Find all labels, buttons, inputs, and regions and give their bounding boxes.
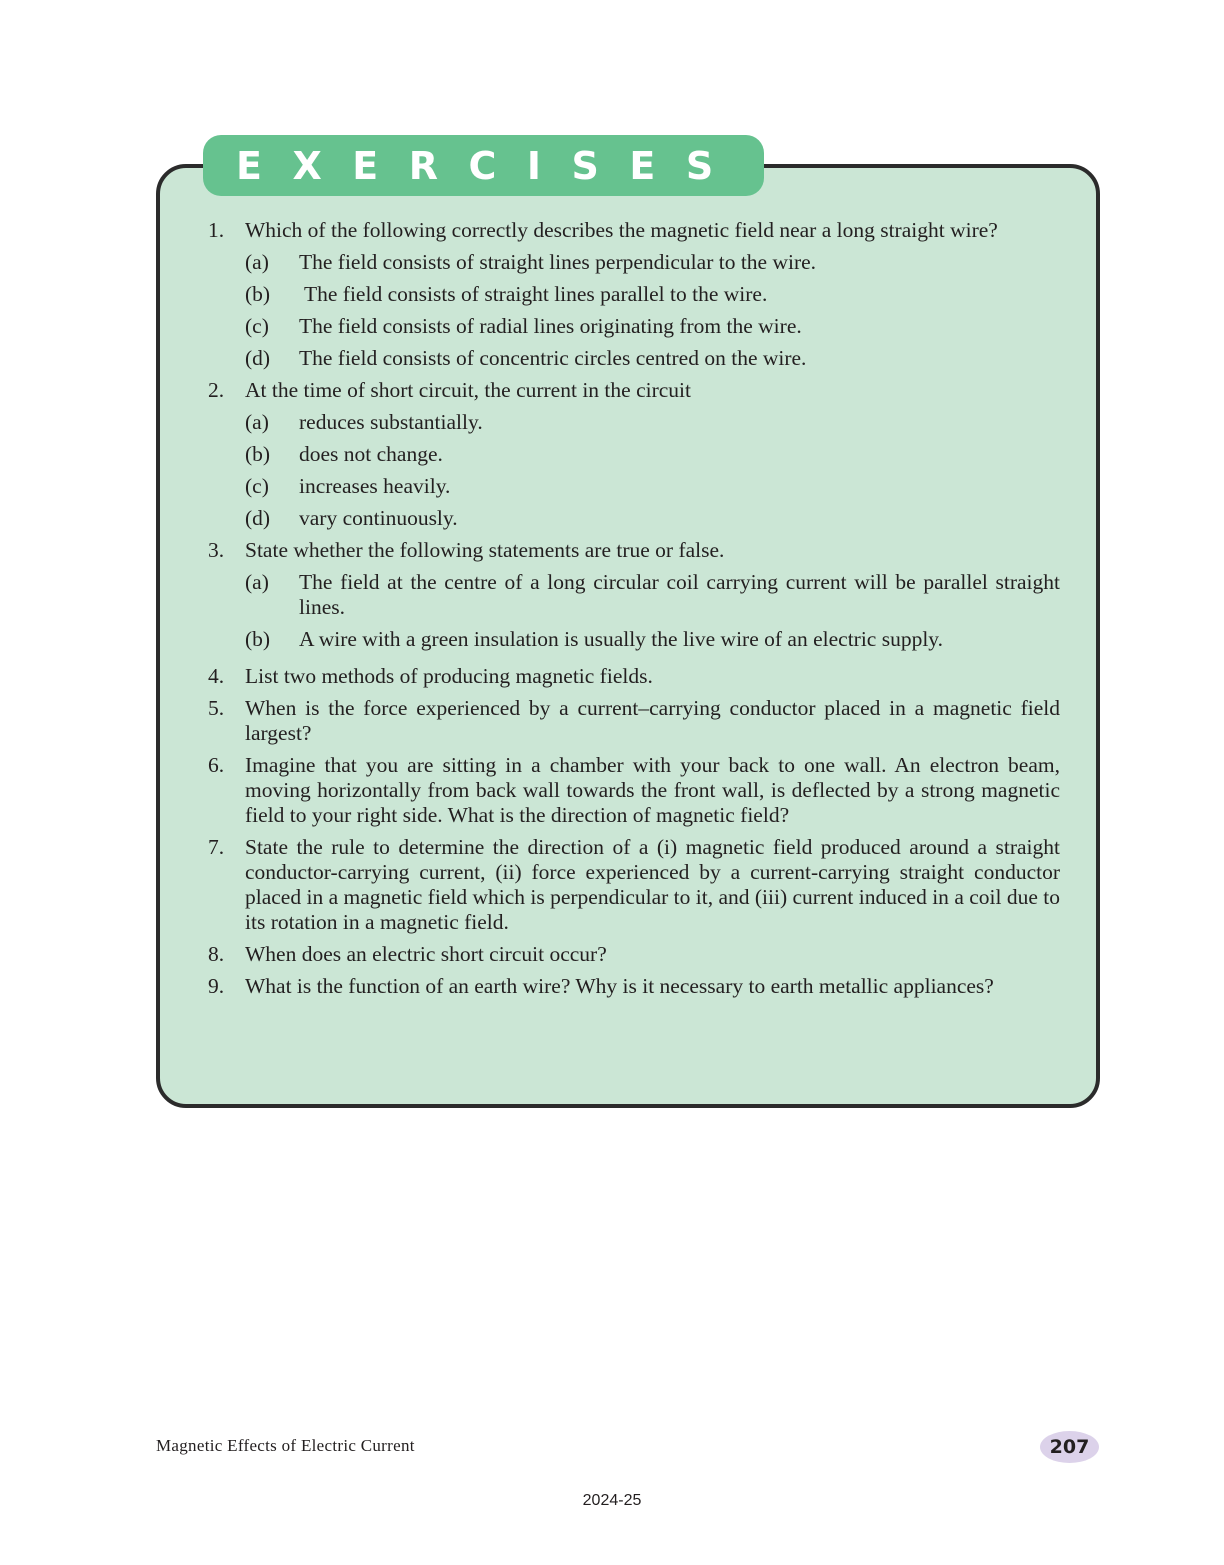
question-9 — [208, 974, 1060, 999]
option-label: (c) — [245, 474, 269, 498]
question-text: State the rule to determine the direction of a (i) magnetic field produced around a straight conductor-carrying current, (ii) force experienced by a current-carrying straight conductor placed in a magnetic field which is perpendicular to it, and (iii) current induced in a coil due to its rotation in a magnetic field. — [245, 835, 1060, 934]
question-number: 1. — [208, 218, 225, 242]
option-c — [245, 314, 1060, 339]
option-label: (c) — [245, 314, 269, 338]
question-7 — [208, 835, 1060, 935]
option-label: (a) — [245, 570, 269, 594]
options — [245, 410, 1060, 531]
question-number: 5. — [208, 696, 225, 720]
option-label: (b) — [245, 627, 271, 651]
option-label: (d) — [245, 506, 271, 530]
option-label: (b) — [245, 282, 271, 306]
question-text: Imagine that you are sitting in a chamber with your back to one wall. An electron beam, moving horizontally from back wall towards the front wall, is deflected by a strong magnetic field to your right side. What is the direction of magnetic field? — [245, 753, 1060, 827]
option-text: The field consists of straight lines parallel to the wire. — [304, 282, 768, 306]
option-a — [245, 410, 1060, 435]
edition-year: 2024-25 — [582, 1492, 642, 1509]
question-text: At the time of short circuit, the current in the circuit — [245, 378, 691, 402]
question-2 — [208, 378, 1060, 531]
option-text: The field consists of straight lines perpendicular to the wire. — [299, 250, 817, 274]
option-text: The field consists of concentric circles centred on the wire. — [299, 346, 807, 370]
options — [245, 570, 1060, 652]
option-d — [245, 346, 1060, 371]
option-label: (d) — [245, 346, 271, 370]
option-label: (a) — [245, 250, 269, 274]
option-a — [245, 250, 1060, 275]
page-number: 207 — [1049, 1436, 1090, 1458]
question-text: What is the function of an earth wire? Why is it necessary to earth metallic appliances? — [245, 974, 994, 998]
question-number: 6. — [208, 753, 225, 777]
question-number: 7. — [208, 835, 225, 859]
option-b — [245, 442, 1060, 467]
question-number: 3. — [208, 538, 225, 562]
question-3 — [208, 538, 1060, 652]
option-d — [245, 506, 1060, 531]
question-4 — [208, 664, 1060, 689]
option-label: (a) — [245, 410, 269, 434]
option-text: vary continuously. — [299, 506, 458, 530]
question-number: 2. — [208, 378, 225, 402]
option-b — [245, 282, 1060, 307]
question-5 — [208, 696, 1060, 746]
option-label: (b) — [245, 442, 271, 466]
chapter-title: Magnetic Effects of Electric Current — [156, 1436, 415, 1455]
option-text: A wire with a green insulation is usually the live wire of an electric supply. — [299, 627, 944, 651]
option-text: does not change. — [299, 442, 443, 466]
question-number: 9. — [208, 974, 225, 998]
option-text: The field at the centre of a long circular coil carrying current will be parallel straight lines. — [299, 570, 1060, 619]
exercise-list — [208, 218, 1060, 1006]
question-text: When does an electric short circuit occur? — [245, 942, 607, 966]
option-text: increases heavily. — [299, 474, 451, 498]
option-text: reduces substantially. — [299, 410, 483, 434]
option-a — [245, 570, 1060, 620]
exercises-title: EXERCISES — [236, 143, 744, 188]
question-text: Which of the following correctly describes the magnetic field near a long straight wire? — [245, 218, 998, 242]
page-number-badge — [1040, 1431, 1099, 1463]
exercises-header-tab — [203, 135, 764, 196]
question-text: When is the force experienced by a current–carrying conductor placed in a magnetic field largest? — [245, 696, 1060, 745]
question-6 — [208, 753, 1060, 828]
question-8 — [208, 942, 1060, 967]
option-b — [245, 627, 1060, 652]
question-number: 8. — [208, 942, 225, 966]
question-text: List two methods of producing magnetic fields. — [245, 664, 653, 688]
question-1 — [208, 218, 1060, 371]
option-c — [245, 474, 1060, 499]
option-text: The field consists of radial lines originating from the wire. — [299, 314, 802, 338]
question-number: 4. — [208, 664, 225, 688]
options — [245, 250, 1060, 371]
question-text: State whether the following statements are true or false. — [245, 538, 725, 562]
